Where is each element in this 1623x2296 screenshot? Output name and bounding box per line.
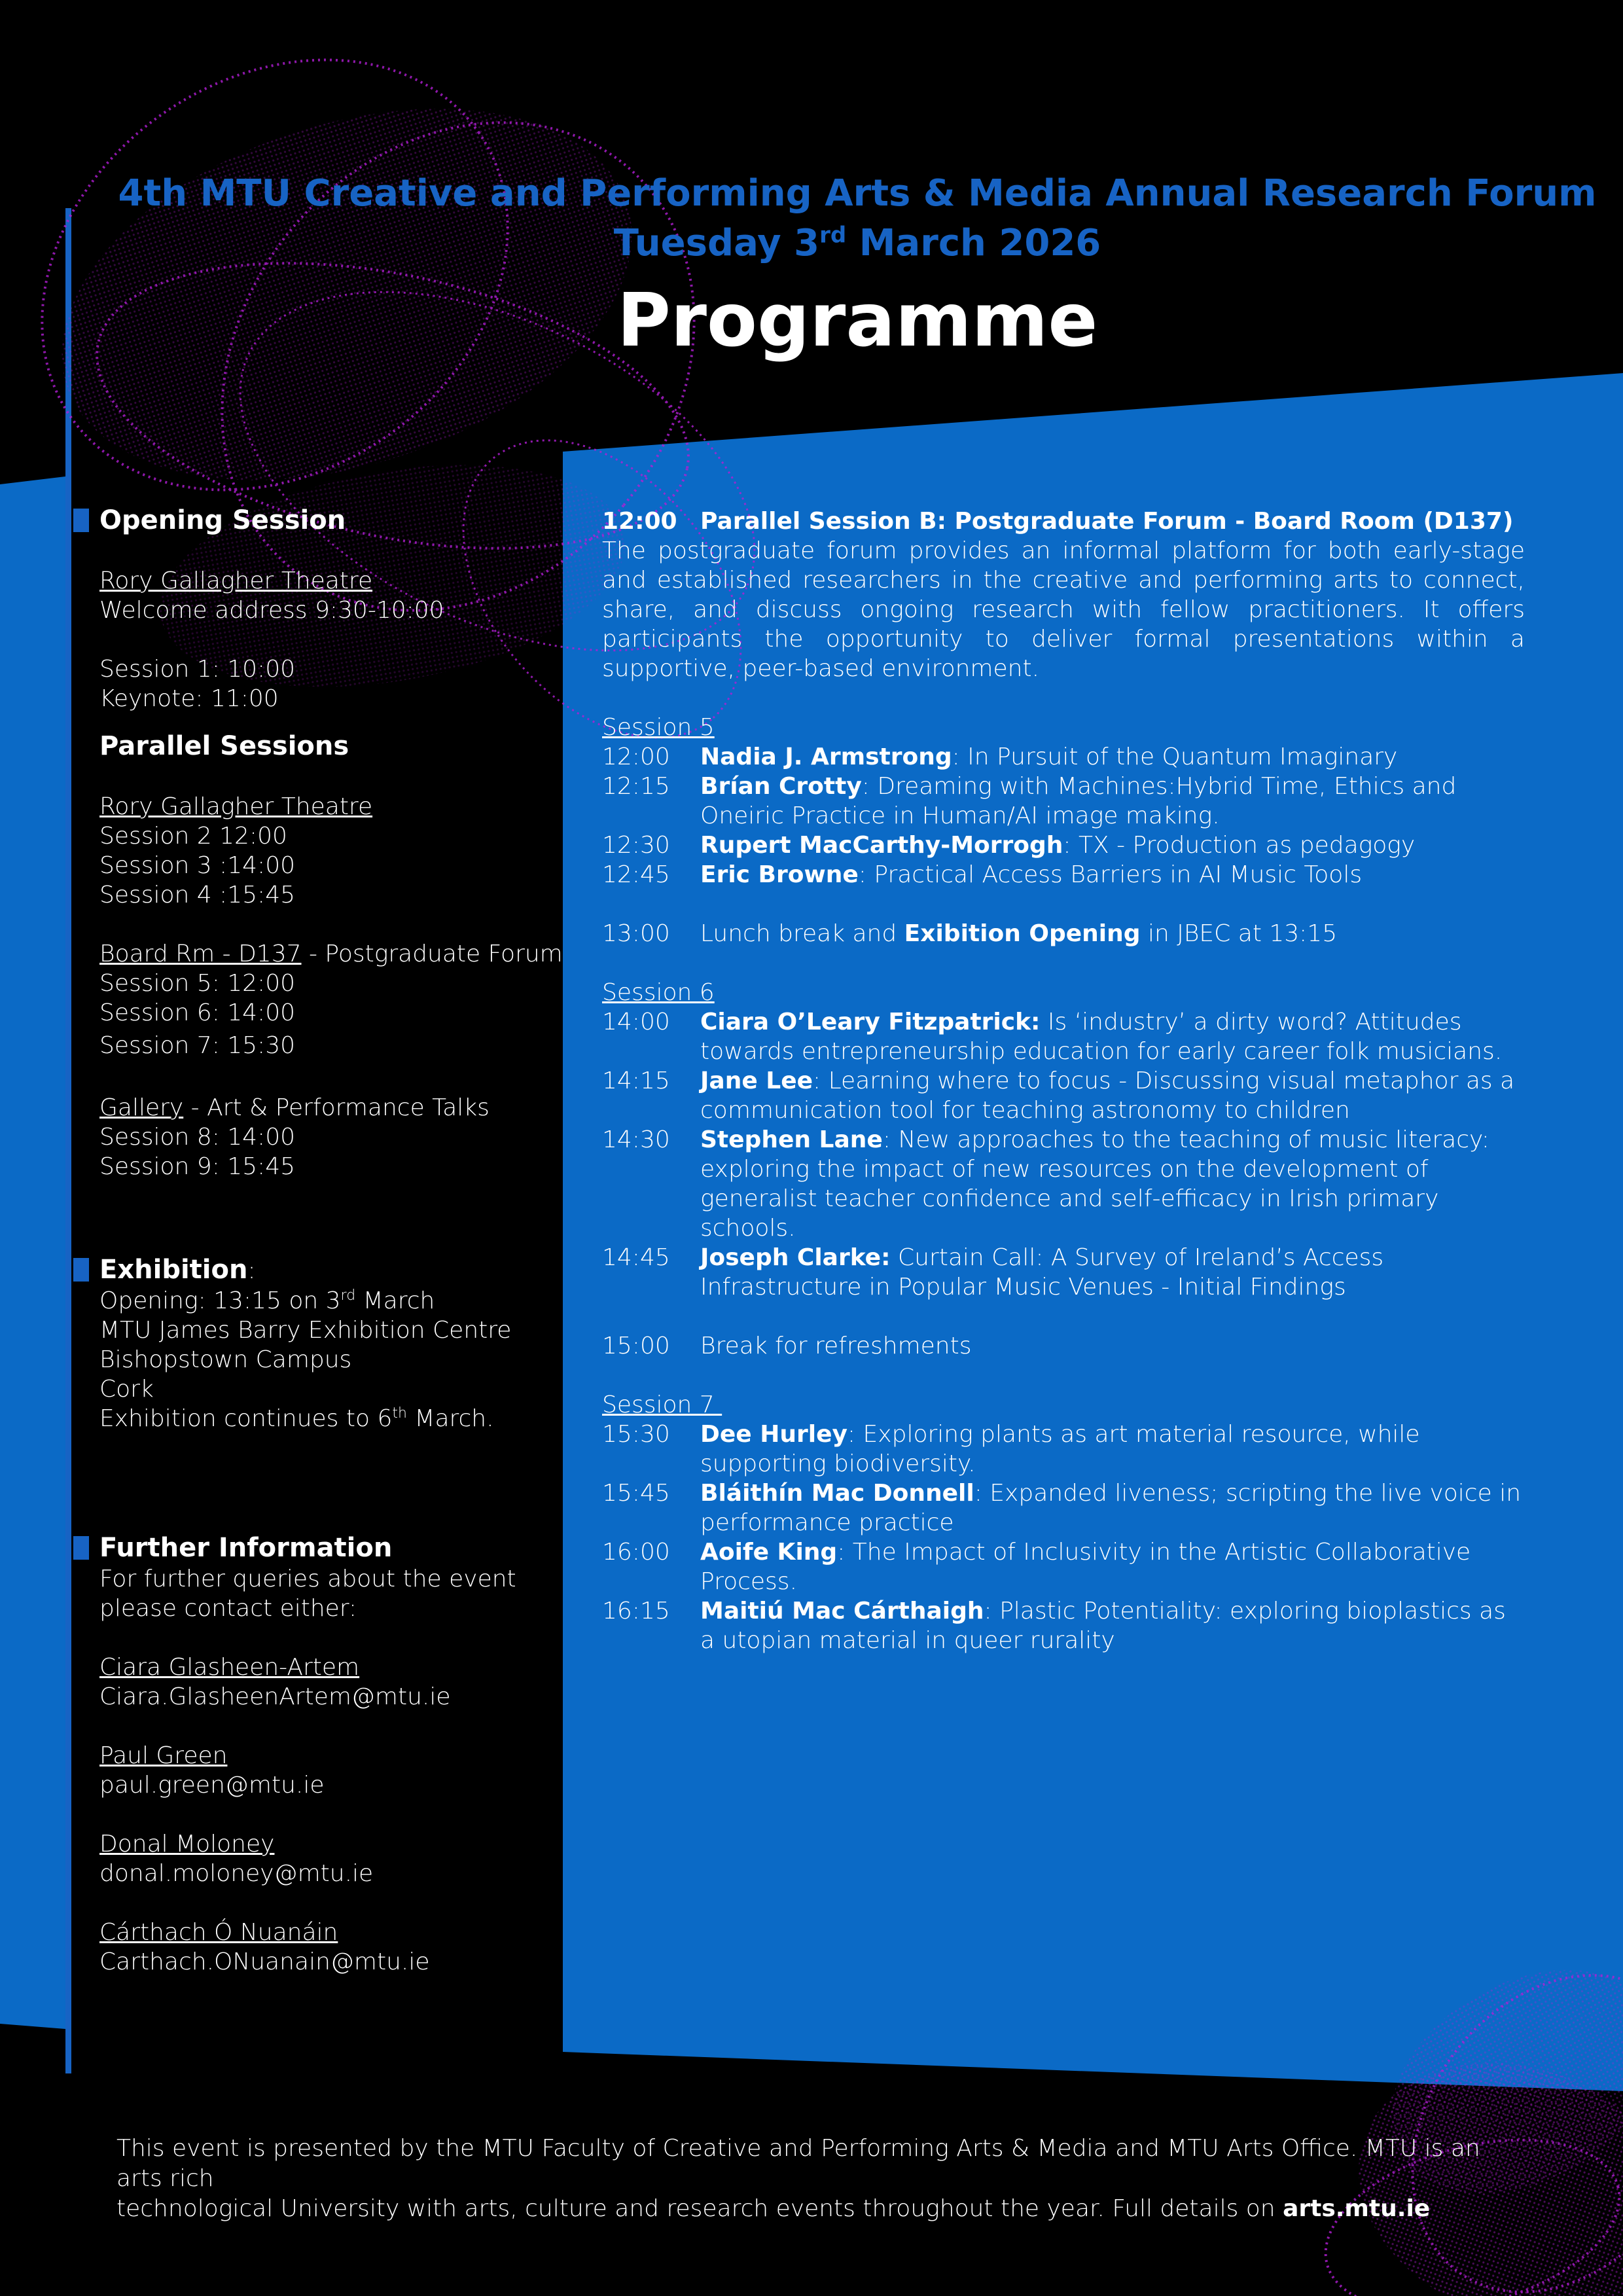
session-6-time: Session 6: 14:00	[99, 999, 296, 1026]
schedule-time: 16:00	[602, 1539, 670, 1566]
exhibition-colon: :	[247, 1257, 256, 1284]
further-information-line-1: For further queries about the event	[99, 1566, 516, 1592]
talk-entry	[700, 742, 1525, 772]
contact-name: Donal Moloney	[99, 1831, 275, 1857]
speaker-name: Nadia J. Armstrong	[700, 744, 952, 770]
speaker-name: Bláithín Mac Donnell	[700, 1480, 974, 1507]
exhibition-opening-label: Exibition Opening	[904, 920, 1141, 947]
schedule-row	[602, 772, 1525, 831]
exhibition-continues	[99, 1404, 544, 1433]
speaker-name: Maitiú Mac Cárthaigh	[700, 1598, 984, 1624]
contact-email[interactable]: donal.moloney@mtu.ie	[99, 1860, 374, 1887]
schedule-row	[602, 860, 1525, 889]
date-prefix: Tuesday 3	[613, 222, 820, 264]
talk-entry	[700, 772, 1525, 831]
parallel-venue-gallery	[99, 1093, 544, 1122]
parallel-venue-board-room	[99, 939, 563, 969]
talk-title: : Practical Access Barriers in AI Music Tools	[858, 861, 1363, 888]
further-information-heading: Further Information	[99, 1533, 393, 1563]
accent-bar	[65, 208, 71, 2073]
exhibition-venue: MTU James Barry Exhibition Centre	[99, 1317, 512, 1344]
section-marker	[73, 1536, 89, 1560]
parallel-sessions-section	[99, 730, 563, 1181]
speaker-name: Eric Browne	[700, 861, 859, 888]
parallel-session-b-title: Parallel Session B: Postgraduate Forum - Board Room (D137)	[700, 508, 1514, 535]
board-room-label: Board Rm - D137	[99, 941, 302, 967]
footer-line-1: This event is presented by the MTU Faculty of Creative and Performing Arts & Media and MTU Arts Office. MTU is an arts rich	[116, 2135, 1480, 2192]
schedule-time: 14:45	[602, 1244, 670, 1271]
gallery-label: Gallery	[99, 1094, 184, 1121]
session-3-time: Session 3 :14:00	[99, 852, 296, 879]
exhibition-continues-sup: th	[392, 1405, 407, 1422]
schedule-row	[602, 1007, 1525, 1066]
talk-entry	[700, 1125, 1525, 1243]
talk-entry	[700, 1420, 1525, 1479]
break-text: Break for refreshments	[700, 1333, 972, 1359]
talk-title: : Dreaming with Machines:Hybrid Time, Ethics and Oneiric Practice in Human/AI image making.	[700, 773, 1457, 829]
exhibition-campus: Bishopstown Campus	[99, 1346, 352, 1373]
footer-note	[116, 2134, 1510, 2224]
speaker-name: Dee Hurley	[700, 1421, 847, 1448]
speaker-name: Brían Crotty	[700, 773, 862, 800]
programme-heading: Programme	[616, 278, 1098, 363]
talk-title: Curtain Call: A Survey of Ireland’s Access Infrastructure in Popular Music Venues - Initial Findings	[700, 1244, 1384, 1300]
talk-title: : In Pursuit of the Quantum Imaginary	[952, 744, 1398, 770]
welcome-address: Welcome address 9:30-10:00	[99, 597, 444, 624]
contact-email[interactable]: paul.green@mtu.ie	[99, 1772, 325, 1799]
lunch-entry	[700, 919, 1525, 948]
postgraduate-forum-description: The postgraduate forum provides an informal platform for both early-stage and established researchers in the creative and performing arts to connect, share, and discuss ongoing research with fellow practitioners. It offers participants the opportunity to deliver formal presentations within a supportive, peer-based environment.	[602, 537, 1525, 682]
programme-schedule	[602, 507, 1525, 1655]
session-8-time: Session 8: 14:00	[99, 1124, 296, 1151]
footer-line-2	[116, 2194, 1510, 2224]
parallel-sessions-heading: Parallel Sessions	[99, 731, 349, 761]
schedule-time: 15:00	[602, 1333, 670, 1359]
keynote-time: Keynote: 11:00	[99, 685, 279, 712]
schedule-time: 12:15	[602, 773, 670, 800]
talk-title: Is ‘industry’ a dirty word? Attitudes towards entrepreneurship education for early career folk musicians.	[700, 1009, 1503, 1065]
schedule-time: 16:15	[602, 1598, 670, 1624]
board-room-suffix: - Postgraduate Forum	[301, 941, 563, 967]
contact-email[interactable]: Ciara.GlasheenArtem@mtu.ie	[99, 1683, 451, 1710]
session-9-time: Session 9: 15:45	[99, 1153, 296, 1180]
schedule-row	[602, 1479, 1525, 1537]
speaker-name: Aoife King	[700, 1539, 838, 1566]
session-1-time: Session 1: 10:00	[99, 656, 296, 683]
schedule-time: 13:00	[602, 920, 670, 947]
speaker-name: Ciara O’Leary Fitzpatrick:	[700, 1009, 1041, 1035]
lunch-prefix: Lunch break and	[700, 920, 904, 947]
exhibition-continues-prefix: Exhibition continues to 6	[99, 1405, 393, 1432]
exhibition-city: Cork	[99, 1376, 154, 1403]
schedule-time: 15:30	[602, 1421, 670, 1448]
opening-venue: Rory Gallagher Theatre	[99, 567, 373, 594]
schedule-row	[602, 1243, 1525, 1302]
talk-entry	[700, 1596, 1525, 1655]
blue-panel-left	[0, 476, 65, 2029]
talk-title: : Plastic Potentiality: exploring bioplastics as a utopian material in queer rurality	[700, 1598, 1506, 1654]
session-7-time: Session 7: 15:30	[99, 1032, 296, 1059]
lunch-suffix: in JBEC at 13:15	[1140, 920, 1338, 947]
exhibition-opening-suffix: March	[355, 1287, 435, 1314]
exhibition-section	[99, 1253, 544, 1433]
forum-title: 4th MTU Creative and Performing Arts & Media Annual Research Forum	[118, 172, 1597, 215]
schedule-time: 14:00	[602, 1009, 670, 1035]
talk-title: : The Impact of Inclusivity in the Artistic Collaborative Process.	[700, 1539, 1471, 1595]
contact-email[interactable]: Carthach.ONuanain@mtu.ie	[99, 1948, 430, 1975]
schedule-row	[602, 1537, 1525, 1596]
contact-name: Paul Green	[99, 1742, 228, 1769]
section-marker	[73, 1258, 89, 1282]
footer-website-link[interactable]: arts.mtu.ie	[1283, 2195, 1431, 2222]
left-sidebar	[99, 504, 563, 1977]
schedule-time: 14:30	[602, 1126, 670, 1153]
session-7-label: Session 7	[602, 1391, 722, 1418]
speaker-name: Jane Lee	[700, 1067, 813, 1094]
schedule-time: 12:00	[602, 508, 677, 535]
talk-title: : New approaches to the teaching of music literacy: exploring the impact of new resources on the development of generalist teacher confidence and self-efficacy in Irish primary schools.	[700, 1126, 1489, 1242]
schedule-row	[602, 1125, 1525, 1243]
exhibition-opening-prefix: Opening: 13:15 on 3	[99, 1287, 341, 1314]
talk-entry	[700, 1537, 1525, 1596]
schedule-time: 12:45	[602, 861, 670, 888]
exhibition-opening-sup: rd	[340, 1287, 356, 1304]
talk-title: : Expanded liveness; scripting the live voice in performance practice	[700, 1480, 1522, 1536]
schedule-time: 12:30	[602, 832, 670, 859]
schedule-time: 14:15	[602, 1067, 670, 1094]
schedule-row	[602, 831, 1525, 860]
session-5-time: Session 5: 12:00	[99, 970, 296, 997]
event-date	[0, 219, 1623, 268]
session-5-label: Session 5	[602, 714, 715, 741]
session-4-time: Session 4 :15:45	[99, 882, 296, 908]
contact-name: Ciara Glasheen-Artem	[99, 1654, 360, 1681]
schedule-row	[602, 1596, 1525, 1655]
schedule-row	[602, 742, 1525, 772]
exhibition-continues-suffix: March.	[406, 1405, 494, 1432]
gallery-suffix: - Art & Performance Talks	[183, 1094, 490, 1121]
parallel-venue-theatre: Rory Gallagher Theatre	[99, 793, 373, 820]
talk-title: : Learning where to focus - Discussing visual metaphor as a communication tool for teaching astronomy to children	[700, 1067, 1515, 1124]
talk-title: : TX - Production as pedagogy	[1063, 832, 1416, 859]
opening-session-heading: Opening Session	[99, 505, 346, 535]
session-6-label: Session 6	[602, 979, 715, 1006]
opening-session-section	[99, 504, 544, 713]
talk-entry	[700, 1243, 1525, 1302]
speaker-name: Joseph Clarke:	[700, 1244, 891, 1271]
talk-title: : Exploring plants as art material resource, while supporting biodiversity.	[700, 1421, 1420, 1477]
lunch-row	[602, 919, 1525, 948]
contact-name: Cárthach Ó Nuanáin	[99, 1919, 338, 1946]
exhibition-heading-line	[99, 1253, 544, 1286]
talk-entry	[700, 1479, 1525, 1537]
further-information-section	[99, 1532, 544, 1977]
schedule-row	[602, 1420, 1525, 1479]
session-2-time: Session 2 12:00	[99, 823, 287, 850]
schedule-time: 15:45	[602, 1480, 670, 1507]
talk-entry	[700, 1066, 1525, 1125]
section-marker	[73, 509, 89, 532]
footer-line-2-text: technological University with arts, culture and research events throughout the year. Full details on	[116, 2195, 1283, 2222]
speaker-name: Stephen Lane	[700, 1126, 883, 1153]
further-information-line-2: please contact either:	[99, 1595, 357, 1622]
break-row	[602, 1331, 1525, 1361]
talk-entry	[700, 831, 1525, 860]
exhibition-heading: Exhibition	[99, 1255, 248, 1285]
talk-entry	[700, 1007, 1525, 1066]
schedule-row	[602, 1066, 1525, 1125]
exhibition-opening	[99, 1286, 544, 1316]
date-suffix: March 2026	[846, 222, 1101, 264]
speaker-name: Rupert MacCarthy-Morrogh	[700, 832, 1063, 859]
schedule-time: 12:00	[602, 744, 670, 770]
talk-entry	[700, 860, 1525, 889]
date-superscript: rd	[819, 222, 847, 249]
parallel-session-b-row	[602, 507, 1525, 536]
